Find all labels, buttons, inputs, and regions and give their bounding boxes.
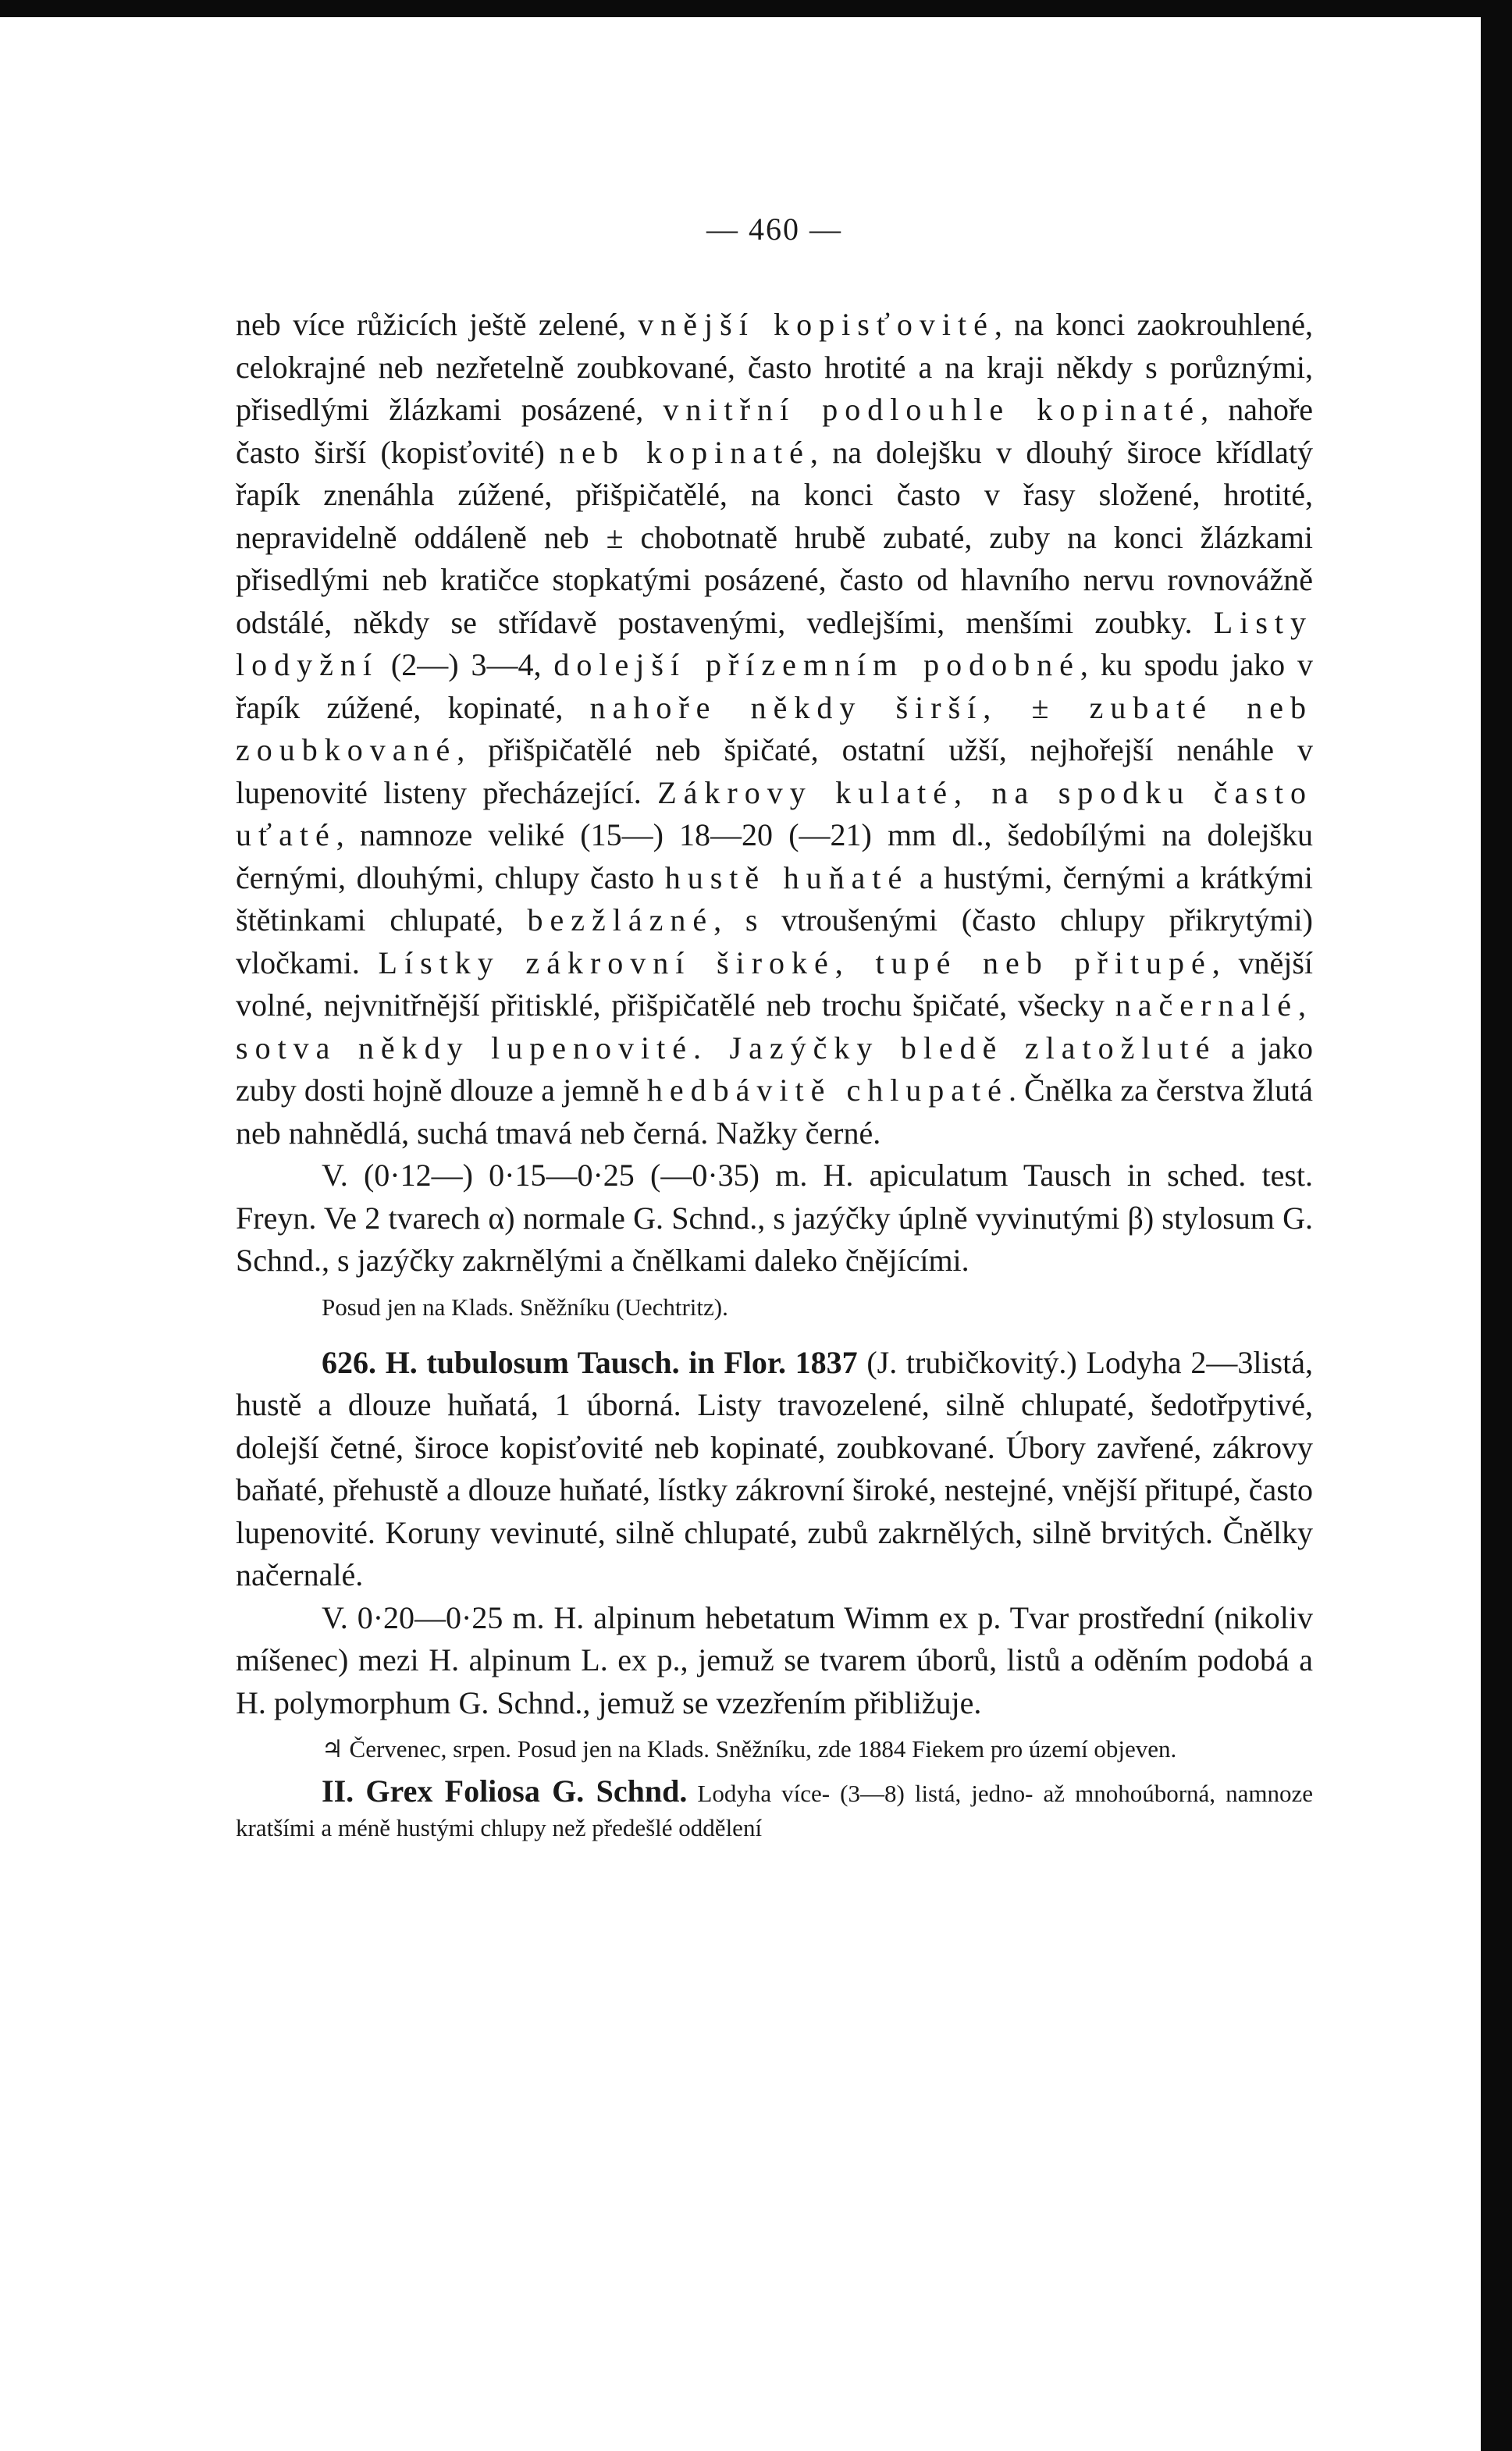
text-run: a hustými, černými a krátkými štětinkami chlupaté, <box>236 859 1313 937</box>
species-description: (J. trubičkovitý.) Lodyha 2—3listá, hustě a dlouze huňatá, 1 úborná. Listy travozelené, silně chlupaté, šedotřpytivé, dolejší četné, široce kopisťovité neb kopinaté, zoubkované. Úbory zavřené, zákrovy baňaté, přehustě a dlouze huňaté, lístky zákrovní široké, nestejné, vnější přitupé, často lupenovité. Koruny vevinuté, silně chlupaté, zubů zakrnělých, silně brvitých. Čnělky načernalé. <box>236 1344 1313 1592</box>
page <box>236 211 1313 1845</box>
spaced-term: nahoře někdy širší, ± zubaté neb zoubkované <box>236 689 1314 767</box>
text-run: . Čnělka za čerstva žlutá neb nahnědlá, suchá tmavá neb černá. Nažky černé. <box>236 1073 1313 1151</box>
spaced-term: dolejší přízemním podobné <box>553 647 1080 682</box>
spaced-term: vnější kopisťovité <box>638 307 994 342</box>
paragraph-variety: V. (0·12—) 0·15—0·25 (—0·35) m. H. apiculatum Tausch in sched. test. Freyn. Ve 2 tvarech α) normale G. Schnd., s jazýčky úplně vyvinutými β) stylosum G. Schnd., s jazýčky zakrnělými a čnělkami daleko čnějícími. <box>236 1158 1313 1278</box>
spaced-term: Lístky zákrovní široké, tupé neb přitupé <box>378 944 1212 980</box>
spaced-term: vnitřní podlouhle kopinaté <box>663 392 1201 427</box>
spaced-term: načernalé, sotva někdy lupenovité. Jazýčky bledě zlatožluté <box>236 987 1313 1065</box>
paragraph-description <box>236 304 1313 1154</box>
paragraph-distribution: Posud jen na Klads. Sněžníku (Uechtritz). <box>322 1293 728 1321</box>
text-run: , ku spodu jako v řapík zúžené, kopinaté, <box>236 647 1313 725</box>
spaced-term: Listy lodyžní <box>236 604 1313 682</box>
paragraph-variety-2: V. 0·20—0·25 m. H. alpinum hebetatum Wimm ex p. Tvar prostřední (nikoliv míšenec) mezi H. alpinum L. ex p., jemuž se tvarem úborů, listů a oděním podobá a H. polymorphum G. Schnd., jemuž se vzezřením přibližuje. <box>236 1599 1313 1720</box>
text-run: neb více růžicích ještě zelené, <box>236 307 639 342</box>
grex-heading: II. Grex Foliosa G. Schnd. <box>322 1773 688 1809</box>
paragraph-species-626 <box>236 1342 1313 1597</box>
grex-description: Lodyha více- (3—8) listá, jedno- až mnohoúborná, namnoze kratšími a méně hustými chlupy než předešlé oddělení <box>236 1780 1314 1841</box>
text-run: , namnoze veliké (15—) 18—20 (—21) mm dl., šedobílými na dolejšku černými, dlouhými, chlupy často <box>236 817 1313 895</box>
text-run: , nahoře často širší (kopisťovité) <box>236 392 1314 470</box>
text-run: , přišpičatělé neb špičaté, ostatní užší, nejhořejší nenáhle v lupenovité listeny přecházející. <box>236 732 1313 810</box>
spaced-term: bezžlázné <box>527 902 714 937</box>
spaced-term: hustě huňaté <box>664 859 909 895</box>
paragraph-flowering: ♃ Červenec, srpen. Posud jen na Klads. Sněžníku, zde 1884 Fiekem pro území objeven. <box>322 1735 1177 1763</box>
spaced-term: hedbávitě chlupaté <box>646 1073 1009 1108</box>
paragraph-grex <box>236 1774 1313 1845</box>
text-run: (2—) 3—4, <box>378 647 554 682</box>
text-run: a jako zuby dosti hojně dlouze a jemně <box>236 1030 1314 1108</box>
text-run: , na konci zaokrouhlené, celokrajné neb nezřetelně zoubkované, často hrotité a na kraji někdy s porůznými, přisedlými žlázkami posázené, <box>236 307 1313 427</box>
scan-edge-right <box>1481 0 1512 2451</box>
page-number: — 460 — <box>706 212 842 247</box>
text-run: , s vtroušenými (často chlupy přikrytými) vločkami. <box>236 902 1313 980</box>
text-run: , vnější volné, nejvnitřnější přitisklé, přišpičatělé neb trochu špičaté, všecky <box>236 944 1314 1023</box>
spaced-term: neb kopinaté <box>559 434 810 470</box>
scan-edge-top <box>0 0 1512 17</box>
spaced-term: Zákrovy kulaté, na spodku často uťaté <box>236 774 1313 852</box>
text-run: , na dolejšku v dlouhý široce křídlatý řapík znenáhla zúžené, přišpičatělé, na konci často v řasy složené, hrotité, nepravidelně oddáleně neb ± chobotnatě hrubě zubaté, zuby na konci žlázkami přisedlými neb kratičce stopkatými posázené, často od hlavního nervu rovnovážně odstálé, někdy se střídavě postavenými, vedlejšími, menšími zoubky. <box>236 434 1313 640</box>
species-heading: 626. H. tubulosum Tausch. in Flor. 1837 <box>322 1344 858 1380</box>
